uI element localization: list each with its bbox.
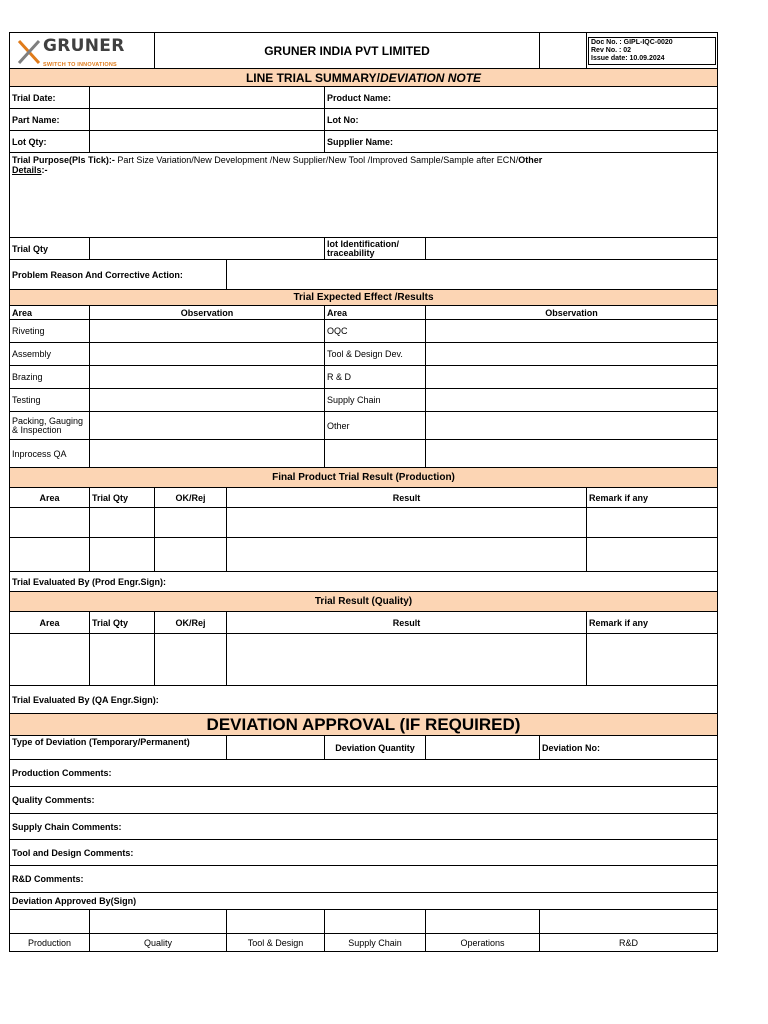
cell-area[interactable]	[10, 508, 90, 538]
expected-area-right: Supply Chain	[325, 389, 426, 412]
observation-field[interactable]	[426, 366, 718, 389]
deviation-type-field[interactable]	[227, 736, 325, 760]
signature-field[interactable]	[540, 910, 718, 934]
cell-ok-rej[interactable]	[155, 508, 227, 538]
tool-design-comments-field[interactable]: Tool and Design Comments:	[10, 840, 718, 866]
production-col-area: Area	[10, 488, 90, 508]
table-row	[10, 508, 718, 538]
deviation-section-title: DEVIATION APPROVAL (IF REQUIRED)	[10, 714, 718, 736]
signatory-label: R&D	[540, 934, 718, 952]
production-col-remark: Remark if any	[587, 488, 718, 508]
quality-col-ok-rej: OK/Rej	[155, 612, 227, 634]
observation-field[interactable]	[90, 320, 325, 343]
production-col-trial-qty: Trial Qty	[90, 488, 155, 508]
table-row	[10, 634, 718, 686]
cell-remark[interactable]	[587, 508, 718, 538]
revision-number: Rev No. : 02	[591, 46, 632, 54]
expected-col-observation-right: Observation	[426, 306, 718, 320]
doc-info-cell	[587, 33, 718, 69]
signatory-label: Production	[10, 934, 90, 952]
expected-area-right: R & D	[325, 366, 426, 389]
signature-field[interactable]	[10, 910, 90, 934]
deviation-type-label: Type of Deviation (Temporary/Permanent)	[10, 736, 227, 760]
quality-evaluated-by[interactable]: Trial Evaluated By (QA Engr.Sign):	[10, 686, 718, 714]
supplier-name-field[interactable]: Supplier Name:	[325, 131, 718, 153]
part-name-label: Part Name:	[10, 109, 90, 131]
company-logo	[10, 34, 154, 68]
expected-section-title: Trial Expected Effect /Results	[10, 290, 718, 306]
observation-field[interactable]	[426, 343, 718, 366]
expected-col-observation: Observation	[90, 306, 325, 320]
quality-col-remark: Remark if any	[587, 612, 718, 634]
deviation-approved-by-label: Deviation Approved By(Sign)	[10, 893, 718, 910]
expected-area-left: Riveting	[10, 320, 90, 343]
production-comments-field[interactable]: Production Comments:	[10, 760, 718, 787]
gruner-x-icon	[16, 39, 42, 65]
signature-field[interactable]	[325, 910, 426, 934]
logo-cell	[10, 33, 155, 69]
issue-date: Issue date: 10.09.2024	[591, 54, 665, 62]
observation-field[interactable]	[426, 320, 718, 343]
expected-row	[10, 389, 718, 412]
signatory-label: Supply Chain	[325, 934, 426, 952]
observation-field[interactable]	[426, 389, 718, 412]
expected-row	[10, 440, 718, 468]
signatory-row	[10, 934, 718, 952]
cell-trial-qty[interactable]	[90, 508, 155, 538]
signature-field[interactable]	[227, 910, 325, 934]
cell-area[interactable]	[10, 538, 90, 572]
logo-brand: GRUNER	[43, 35, 125, 56]
form-table	[9, 32, 718, 952]
signature-field[interactable]	[90, 910, 227, 934]
expected-row	[10, 366, 718, 389]
lot-identification-field[interactable]	[426, 238, 718, 260]
lot-no-field[interactable]: Lot No:	[325, 109, 718, 131]
observation-field[interactable]	[90, 440, 325, 468]
trial-qty-field[interactable]	[90, 238, 325, 260]
observation-field[interactable]	[90, 389, 325, 412]
expected-area-right: OQC	[325, 320, 426, 343]
deviation-quantity-label: Deviation Quantity	[325, 736, 426, 760]
quality-col-trial-qty: Trial Qty	[90, 612, 155, 634]
form-title: LINE TRIAL SUMMARY/DEVIATION NOTE	[10, 69, 718, 87]
production-col-result: Result	[227, 488, 587, 508]
lot-qty-label: Lot Qty:	[10, 131, 90, 153]
problem-reason-field[interactable]	[227, 260, 718, 290]
expected-area-left: Testing	[10, 389, 90, 412]
supply-chain-comments-field[interactable]: Supply Chain Comments:	[10, 814, 718, 840]
expected-row	[10, 343, 718, 366]
cell-remark[interactable]	[587, 538, 718, 572]
expected-col-area-right: Area	[325, 306, 426, 320]
lot-qty-field[interactable]	[90, 131, 325, 153]
observation-field[interactable]	[90, 366, 325, 389]
expected-area-left: Brazing	[10, 366, 90, 389]
table-row	[10, 538, 718, 572]
expected-col-area: Area	[10, 306, 90, 320]
cell-area[interactable]	[10, 634, 90, 686]
observation-field[interactable]	[90, 412, 325, 440]
trial-date-label: Trial Date:	[10, 87, 90, 109]
trial-purpose-box[interactable]: Trial Purpose(Pls Tick):- Part Size Variation/New Development /New Supplier/New Tool /Improved Sample/Sample after ECN/Other Details:-	[10, 153, 718, 238]
deviation-quantity-field[interactable]	[426, 736, 540, 760]
quality-col-result: Result	[227, 612, 587, 634]
part-name-field[interactable]	[90, 109, 325, 131]
signatory-label: Tool & Design	[227, 934, 325, 952]
cell-trial-qty[interactable]	[90, 634, 155, 686]
expected-area-right	[325, 440, 426, 468]
expected-area-left: Packing, Gauging & Inspection	[10, 412, 90, 440]
quality-section-title: Trial Result (Quality)	[10, 592, 718, 612]
observation-field[interactable]	[426, 412, 718, 440]
cell-ok-rej[interactable]	[155, 634, 227, 686]
production-col-ok-rej: OK/Rej	[155, 488, 227, 508]
signature-field[interactable]	[426, 910, 540, 934]
production-section-title: Final Product Trial Result (Production)	[10, 468, 718, 488]
trial-date-field[interactable]	[90, 87, 325, 109]
problem-reason-label: Problem Reason And Corrective Action:	[10, 260, 227, 290]
deviation-number-field[interactable]: Deviation No:	[540, 736, 718, 760]
cell-result[interactable]	[227, 508, 587, 538]
logo-tagline: SWITCH TO INNOVATIONS	[43, 61, 117, 68]
doc-number: Doc No. : GIPL-IQC-0020	[591, 38, 673, 46]
observation-field[interactable]	[90, 343, 325, 366]
signatory-label: Quality	[90, 934, 227, 952]
company-name: GRUNER INDIA PVT LIMITED	[155, 33, 540, 69]
rd-comments-field[interactable]: R&D Comments:	[10, 866, 718, 893]
expected-area-right: Other	[325, 412, 426, 440]
production-evaluated-by[interactable]: Trial Evaluated By (Prod Engr.Sign):	[10, 572, 718, 592]
doc-info	[588, 37, 716, 65]
signatory-label: Operations	[426, 934, 540, 952]
cell-remark[interactable]	[587, 634, 718, 686]
cell-result[interactable]	[227, 538, 587, 572]
cell-trial-qty[interactable]	[90, 538, 155, 572]
expected-area-right: Tool & Design Dev.	[325, 343, 426, 366]
product-name-field[interactable]: Product Name:	[325, 87, 718, 109]
observation-field[interactable]	[426, 440, 718, 468]
expected-area-left: Inprocess QA	[10, 440, 90, 468]
line-trial-form	[9, 32, 717, 952]
quality-col-area: Area	[10, 612, 90, 634]
expected-row	[10, 320, 718, 343]
expected-row	[10, 412, 718, 440]
signature-row	[10, 910, 718, 934]
expected-area-left: Assembly	[10, 343, 90, 366]
cell-result[interactable]	[227, 634, 587, 686]
lot-identification-label: lot Identification/ traceability	[325, 238, 426, 260]
cell-ok-rej[interactable]	[155, 538, 227, 572]
trial-qty-label: Trial Qty	[10, 238, 90, 260]
quality-comments-field[interactable]: Quality Comments:	[10, 787, 718, 814]
